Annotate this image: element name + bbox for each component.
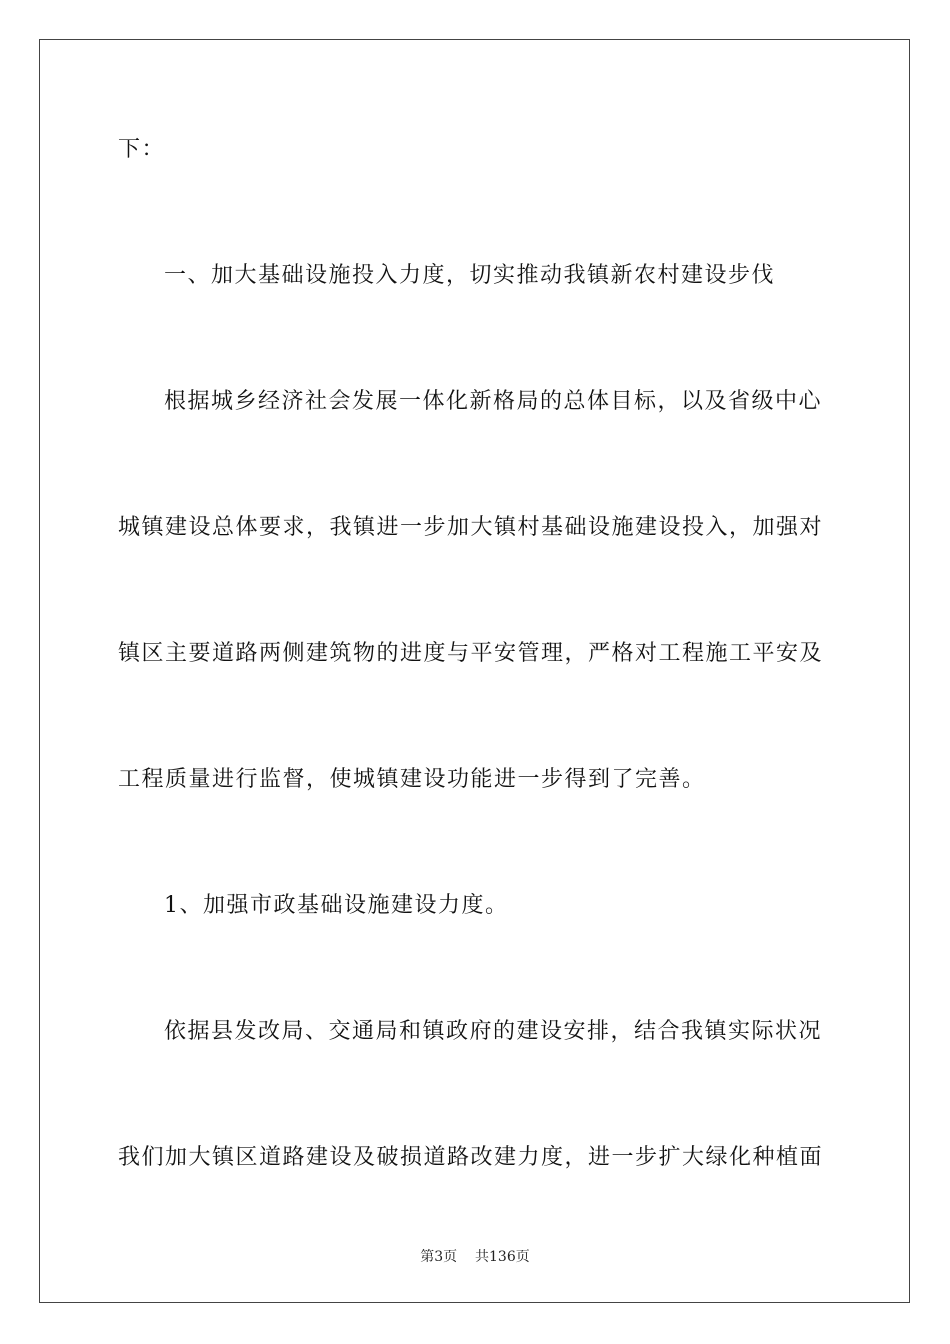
paragraph-line-6: 依据县发改局、交通局和镇政府的建设安排，结合我镇实际状况	[164, 1019, 823, 1044]
paragraph-line-2: 根据城乡经济社会发展一体化新格局的总体目标，以及省级中心	[164, 389, 823, 414]
page-footer	[0, 1248, 950, 1266]
paragraph-line-7: 我们加大镇区道路建设及破损道路改建力度，进一步扩大绿化种植面	[118, 1145, 824, 1170]
paragraph-line-4: 镇区主要道路两侧建筑物的进度与平安管理，严格对工程施工平安及	[118, 641, 824, 666]
paragraph-line-1: 下：	[118, 137, 166, 162]
paragraph-line-5: 工程质量进行监督，使城镇建设功能进一步得到了完善。	[118, 767, 706, 792]
paragraph-line-3: 城镇建设总体要求，我镇进一步加大镇村基础设施建设投入，加强对	[118, 515, 824, 540]
subsection-heading: 1、加强市政基础设施建设力度。	[164, 893, 509, 918]
total-pages: 共136页	[475, 1249, 530, 1265]
section-heading: 一、加大基础设施投入力度，切实推动我镇新农村建设步伐	[164, 263, 776, 288]
page-number: 第3页	[420, 1249, 458, 1265]
page-frame	[39, 39, 910, 1303]
